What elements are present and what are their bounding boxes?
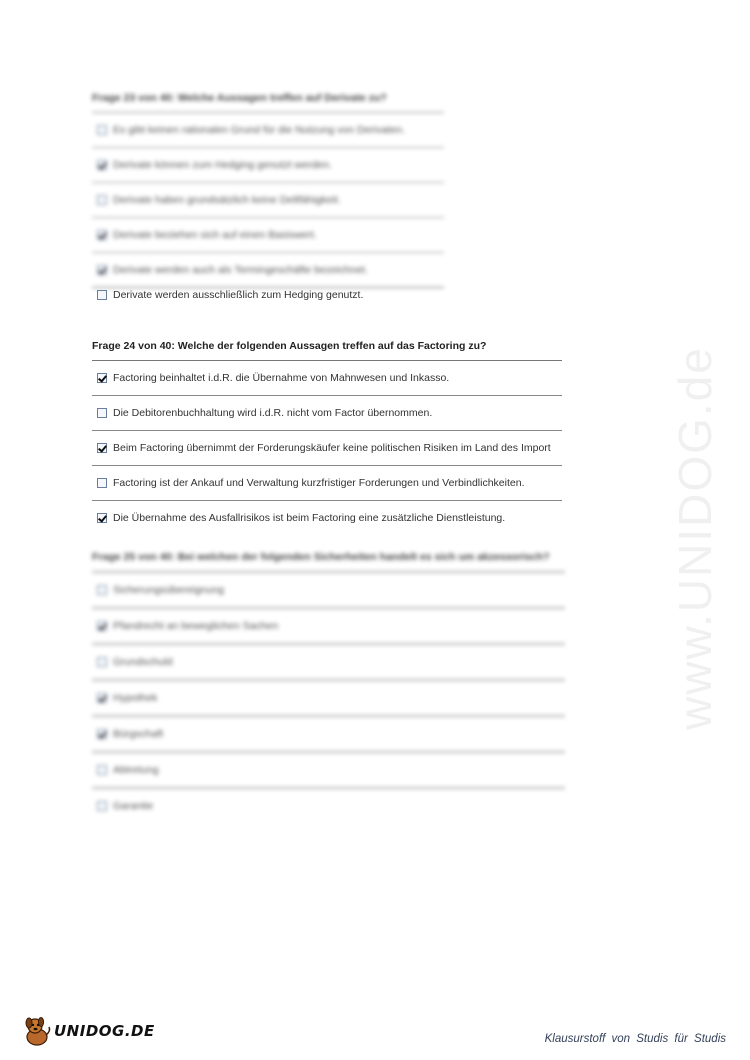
answer-option[interactable] [92,645,565,681]
answer-option[interactable] [92,148,444,183]
answer-option[interactable] [92,789,565,823]
unidog-logo[interactable] [22,1015,155,1047]
answer-option[interactable] [92,609,565,645]
question-25 [92,551,565,823]
question-23 [92,92,444,288]
checkbox[interactable] [97,621,107,631]
answer-text: Derivate werden ausschließlich zum Hedging genutzt. [113,289,364,301]
checkbox[interactable] [97,513,107,523]
watermark: www.UNIDOG.de [669,346,721,730]
question-24 [92,340,562,535]
footer-slogan: Klausurstoff von Studis für Studis [544,1033,726,1045]
answer-option[interactable] [92,183,444,218]
question-23-last-answer [92,278,444,312]
checkbox[interactable] [97,373,107,383]
answer-option[interactable] [92,717,565,753]
answer-text: Pfandrecht an beweglichen Sachen [113,620,279,632]
answer-text: Beim Factoring übernimmt der Forderungskäufer keine politischen Risiken im Land des Import [113,442,551,454]
checkbox[interactable] [97,801,107,811]
answer-text: Abtretung [113,764,159,776]
question-title: Frage 24 von 40: Welche der folgenden Aussagen treffen auf das Factoring zu? [92,340,562,361]
checkbox[interactable] [97,125,107,135]
answer-option[interactable] [92,681,565,717]
checkbox[interactable] [97,443,107,453]
answer-option[interactable] [92,573,565,609]
answer-option[interactable] [92,396,562,431]
answer-option[interactable] [92,278,444,312]
checkbox[interactable] [97,230,107,240]
checkbox[interactable] [97,408,107,418]
checkbox[interactable] [97,765,107,775]
checkbox[interactable] [97,693,107,703]
checkbox[interactable] [97,729,107,739]
answer-text: Sicherungsübereignung [113,584,224,596]
answer-text: Derivate haben grundsätzlich keine Deltfähigkeit. [113,194,341,206]
question-title: Frage 25 von 40: Bei welchen der folgenden Sicherheiten handelt es sich um akzessorisch? [92,551,565,573]
answer-option[interactable] [92,361,562,396]
answer-text: Derivate beziehen sich auf einen Basiswert. [113,229,317,241]
checkbox[interactable] [97,585,107,595]
answer-text: Die Debitorenbuchhaltung wird i.d.R. nicht vom Factor übernommen. [113,407,433,419]
logo-text: UNIDOG.DE [54,1022,155,1040]
answer-option[interactable] [92,501,562,535]
answer-text: Derivate werden auch als Termingeschäfte bezeichnet. [113,264,368,276]
checkbox[interactable] [97,478,107,488]
answer-text: Es gibt keinen rationalen Grund für die Nutzung von Derivaten. [113,124,405,136]
answer-text: Factoring ist der Ankauf und Verwaltung kurzfristiger Forderungen und Verbindlichkeiten. [113,477,525,489]
answer-text: Hypothek [113,692,158,704]
answer-text: Die Übernahme des Ausfallrisikos ist beim Factoring eine zusätzliche Dienstleistung. [113,512,506,524]
answer-text: Factoring beinhaltet i.d.R. die Übernahme von Mahnwesen und Inkasso. [113,372,450,384]
answer-option[interactable] [92,753,565,789]
checkbox[interactable] [97,265,107,275]
answer-text: Grundschuld [113,656,173,668]
checkbox[interactable] [97,657,107,667]
checkbox[interactable] [97,160,107,170]
answer-text: Garantie [113,800,154,812]
checkbox[interactable] [97,290,107,300]
answer-option[interactable] [92,218,444,253]
checkbox[interactable] [97,195,107,205]
answer-text: Bürgschaft [113,728,164,740]
answer-text: Derivate können zum Hedging genutzt werden. [113,159,332,171]
answer-option[interactable] [92,113,444,148]
answer-option[interactable] [92,466,562,501]
dog-mascot-icon [22,1015,52,1047]
answer-option[interactable] [92,431,562,466]
question-title: Frage 23 von 40: Welche Aussagen treffen auf Derivate zu? [92,92,444,113]
